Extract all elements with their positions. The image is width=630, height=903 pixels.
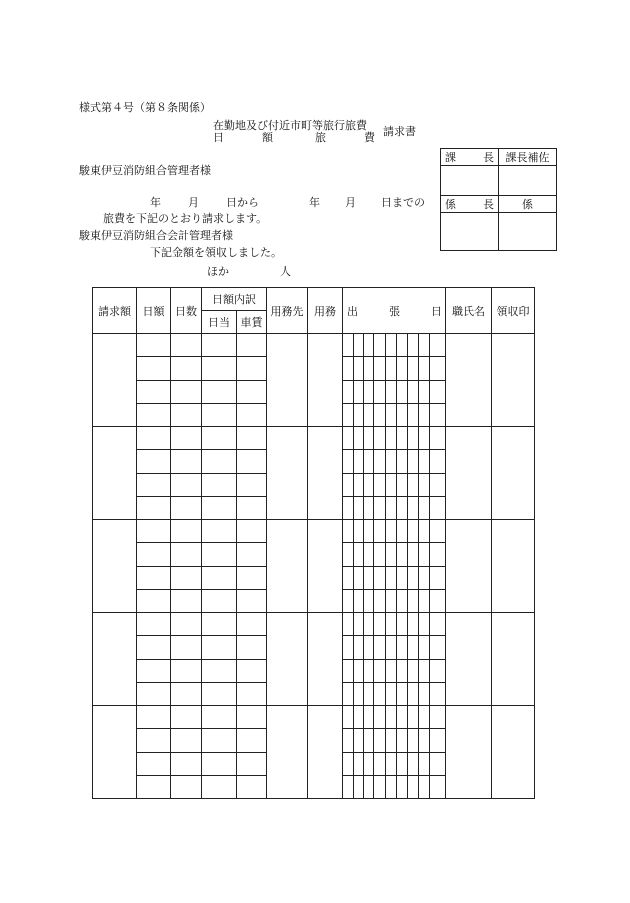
trip-dates-cell[interactable] bbox=[343, 589, 446, 612]
daily-amount-cell[interactable] bbox=[137, 380, 171, 403]
allowance-cell[interactable] bbox=[202, 427, 237, 450]
days-cell[interactable] bbox=[171, 473, 202, 496]
destination-cell[interactable] bbox=[267, 334, 308, 427]
allowance-cell[interactable] bbox=[202, 520, 237, 543]
approval-chief-stamp[interactable] bbox=[441, 213, 499, 251]
daily-amount-cell[interactable] bbox=[137, 752, 171, 775]
name-cell[interactable] bbox=[446, 334, 492, 427]
claim-amount-cell[interactable] bbox=[93, 427, 137, 520]
days-cell[interactable] bbox=[171, 682, 202, 705]
days-cell[interactable] bbox=[171, 729, 202, 752]
daily-amount-cell[interactable] bbox=[137, 589, 171, 612]
header-destination: 用務先 bbox=[267, 288, 308, 334]
trip-dates-cell[interactable] bbox=[343, 427, 446, 450]
receipt-sentence: 下記金額を領収しました。 bbox=[150, 246, 282, 259]
fare-cell[interactable] bbox=[237, 380, 267, 403]
addressee-manager: 駿東伊豆消防組合管理者様 bbox=[79, 164, 211, 177]
trip-dates-cell[interactable] bbox=[343, 520, 446, 543]
fare-cell[interactable] bbox=[237, 403, 267, 426]
days-cell[interactable] bbox=[171, 636, 202, 659]
title-suffix: 請求書 bbox=[383, 125, 416, 138]
allowance-cell[interactable] bbox=[202, 659, 237, 682]
approval-staff-label: 係 bbox=[499, 196, 557, 213]
header-trip-char3: 日 bbox=[431, 304, 442, 318]
trip-dates-cell[interactable] bbox=[343, 706, 446, 729]
claim-amount-cell[interactable] bbox=[93, 706, 137, 799]
fare-cell[interactable] bbox=[237, 613, 267, 636]
daily-amount-cell[interactable] bbox=[137, 636, 171, 659]
approval-chief-label bbox=[441, 196, 499, 213]
trip-dates-cell[interactable] bbox=[343, 659, 446, 682]
days-cell[interactable] bbox=[171, 775, 202, 798]
destination-cell[interactable] bbox=[267, 520, 308, 613]
approval-deputy-label: 課長補佐 bbox=[499, 149, 557, 166]
daily-amount-cell[interactable] bbox=[137, 403, 171, 426]
days-cell[interactable] bbox=[171, 543, 202, 566]
days-cell[interactable] bbox=[171, 427, 202, 450]
fare-cell[interactable] bbox=[237, 636, 267, 659]
seal-cell[interactable] bbox=[492, 334, 535, 427]
daily-amount-cell[interactable] bbox=[137, 682, 171, 705]
days-cell[interactable] bbox=[171, 403, 202, 426]
allowance-cell[interactable] bbox=[202, 752, 237, 775]
name-cell[interactable] bbox=[446, 520, 492, 613]
entry-row bbox=[93, 706, 535, 729]
header-seal: 領収印 bbox=[492, 288, 535, 334]
allowance-cell[interactable] bbox=[202, 613, 237, 636]
daily-amount-cell[interactable] bbox=[137, 334, 171, 357]
allowance-cell[interactable] bbox=[202, 334, 237, 357]
persons-label: 人 bbox=[280, 265, 291, 278]
trip-dates-cell[interactable] bbox=[343, 380, 446, 403]
title-bottom-1: 日 bbox=[213, 131, 224, 144]
approval-section-chief-label bbox=[441, 149, 499, 166]
fare-cell[interactable] bbox=[237, 682, 267, 705]
trip-dates-cell[interactable] bbox=[343, 334, 446, 357]
period-month-from: 月 bbox=[188, 196, 199, 209]
trip-dates-cell[interactable] bbox=[343, 682, 446, 705]
approval-deputy-stamp[interactable] bbox=[499, 166, 557, 196]
fare-cell[interactable] bbox=[237, 427, 267, 450]
allowance-cell[interactable] bbox=[202, 775, 237, 798]
header-fare: 車賃 bbox=[237, 311, 267, 334]
destination-cell[interactable] bbox=[267, 706, 308, 799]
header-trip-char2: 張 bbox=[389, 304, 400, 318]
allowance-cell[interactable] bbox=[202, 496, 237, 519]
purpose-cell[interactable] bbox=[308, 427, 343, 520]
days-cell[interactable] bbox=[171, 380, 202, 403]
allowance-cell[interactable] bbox=[202, 380, 237, 403]
period-year-from: 年 bbox=[150, 196, 161, 209]
daily-amount-cell[interactable] bbox=[137, 566, 171, 589]
daily-amount-cell[interactable] bbox=[137, 775, 171, 798]
allowance-cell[interactable] bbox=[202, 589, 237, 612]
header-purpose: 用務 bbox=[308, 288, 343, 334]
header-days: 日数 bbox=[171, 288, 202, 334]
header-breakdown: 日額内訳 bbox=[202, 288, 267, 311]
header-allowance: 日当 bbox=[202, 311, 237, 334]
trip-dates-cell[interactable] bbox=[343, 496, 446, 519]
days-cell[interactable] bbox=[171, 520, 202, 543]
claim-amount-cell[interactable] bbox=[93, 334, 137, 427]
allowance-cell[interactable] bbox=[202, 543, 237, 566]
fare-cell[interactable] bbox=[237, 729, 267, 752]
claim-table bbox=[92, 287, 535, 799]
destination-cell[interactable] bbox=[267, 613, 308, 706]
trip-dates-cell[interactable] bbox=[343, 775, 446, 798]
title-bottom-2: 額 bbox=[262, 131, 273, 144]
fare-cell[interactable] bbox=[237, 566, 267, 589]
daily-amount-cell[interactable] bbox=[137, 729, 171, 752]
allowance-cell[interactable] bbox=[202, 636, 237, 659]
period-day-to: 日までの bbox=[381, 196, 425, 209]
name-cell[interactable] bbox=[446, 706, 492, 799]
allowance-cell[interactable] bbox=[202, 566, 237, 589]
approval-chief-char1: 係 bbox=[445, 198, 456, 211]
period-day-from: 日から bbox=[226, 196, 259, 209]
title-top: 在勤地及び付近市町等旅行旅費 bbox=[213, 119, 367, 132]
fare-cell[interactable] bbox=[237, 543, 267, 566]
header-claim-amount: 請求額 bbox=[93, 288, 137, 334]
trip-dates-cell[interactable] bbox=[343, 566, 446, 589]
form-number: 様式第４号（第８条関係） bbox=[79, 101, 211, 114]
fare-cell[interactable] bbox=[237, 473, 267, 496]
addressee-accountant: 駿東伊豆消防組合会計管理者様 bbox=[79, 229, 233, 242]
trip-dates-cell[interactable] bbox=[343, 403, 446, 426]
seal-cell[interactable] bbox=[492, 613, 535, 706]
destination-cell[interactable] bbox=[267, 427, 308, 520]
name-cell[interactable] bbox=[446, 427, 492, 520]
claim-amount-cell[interactable] bbox=[93, 520, 137, 613]
fare-cell[interactable] bbox=[237, 775, 267, 798]
header-trip-dates bbox=[343, 288, 446, 334]
days-cell[interactable] bbox=[171, 706, 202, 729]
seal-cell[interactable] bbox=[492, 520, 535, 613]
daily-amount-cell[interactable] bbox=[137, 613, 171, 636]
approval-box bbox=[440, 148, 557, 251]
allowance-cell[interactable] bbox=[202, 682, 237, 705]
allowance-cell[interactable] bbox=[202, 450, 237, 473]
daily-amount-cell[interactable] bbox=[137, 427, 171, 450]
daily-amount-cell[interactable] bbox=[137, 543, 171, 566]
header-daily-amount: 日額 bbox=[137, 288, 171, 334]
trip-dates-cell[interactable] bbox=[343, 450, 446, 473]
title-bottom-3: 旅 bbox=[315, 131, 326, 144]
approval-chief-char2: 長 bbox=[483, 198, 494, 211]
fare-cell[interactable] bbox=[237, 520, 267, 543]
days-cell[interactable] bbox=[171, 589, 202, 612]
daily-amount-cell[interactable] bbox=[137, 357, 171, 380]
entry-row bbox=[93, 334, 535, 357]
trip-dates-cell[interactable] bbox=[343, 357, 446, 380]
entry-row bbox=[93, 520, 535, 543]
trip-dates-cell[interactable] bbox=[343, 473, 446, 496]
daily-amount-cell[interactable] bbox=[137, 520, 171, 543]
entry-row bbox=[93, 613, 535, 636]
approval-section-chief-char2: 長 bbox=[483, 151, 494, 164]
period-month-to: 月 bbox=[345, 196, 356, 209]
seal-cell[interactable] bbox=[492, 427, 535, 520]
trip-dates-cell[interactable] bbox=[343, 613, 446, 636]
purpose-cell[interactable] bbox=[308, 706, 343, 799]
days-cell[interactable] bbox=[171, 613, 202, 636]
others-label: ほか bbox=[207, 265, 229, 278]
request-sentence: 旅費を下記のとおり請求します。 bbox=[103, 212, 268, 225]
approval-staff-stamp[interactable] bbox=[499, 213, 557, 251]
trip-dates-cell[interactable] bbox=[343, 752, 446, 775]
allowance-cell[interactable] bbox=[202, 729, 237, 752]
allowance-cell[interactable] bbox=[202, 473, 237, 496]
fare-cell[interactable] bbox=[237, 450, 267, 473]
fare-cell[interactable] bbox=[237, 589, 267, 612]
purpose-cell[interactable] bbox=[308, 520, 343, 613]
daily-amount-cell[interactable] bbox=[137, 496, 171, 519]
name-cell[interactable] bbox=[446, 613, 492, 706]
days-cell[interactable] bbox=[171, 752, 202, 775]
allowance-cell[interactable] bbox=[202, 403, 237, 426]
period-year-to: 年 bbox=[309, 196, 320, 209]
fare-cell[interactable] bbox=[237, 496, 267, 519]
days-cell[interactable] bbox=[171, 496, 202, 519]
approval-section-chief-char1: 課 bbox=[445, 151, 456, 164]
trip-dates-cell[interactable] bbox=[343, 729, 446, 752]
fare-cell[interactable] bbox=[237, 706, 267, 729]
daily-amount-cell[interactable] bbox=[137, 706, 171, 729]
trip-dates-cell[interactable] bbox=[343, 543, 446, 566]
days-cell[interactable] bbox=[171, 334, 202, 357]
days-cell[interactable] bbox=[171, 566, 202, 589]
daily-amount-cell[interactable] bbox=[137, 450, 171, 473]
days-cell[interactable] bbox=[171, 450, 202, 473]
days-cell[interactable] bbox=[171, 357, 202, 380]
trip-dates-cell[interactable] bbox=[343, 636, 446, 659]
fare-cell[interactable] bbox=[237, 752, 267, 775]
fare-cell[interactable] bbox=[237, 334, 267, 357]
daily-amount-cell[interactable] bbox=[137, 473, 171, 496]
allowance-cell[interactable] bbox=[202, 357, 237, 380]
daily-amount-cell[interactable] bbox=[137, 659, 171, 682]
days-cell[interactable] bbox=[171, 659, 202, 682]
header-name: 職氏名 bbox=[446, 288, 492, 334]
header-trip-char1: 出 bbox=[347, 304, 358, 318]
approval-section-chief-stamp[interactable] bbox=[441, 166, 499, 196]
allowance-cell[interactable] bbox=[202, 706, 237, 729]
fare-cell[interactable] bbox=[237, 659, 267, 682]
purpose-cell[interactable] bbox=[308, 334, 343, 427]
title-bottom-4: 費 bbox=[364, 131, 375, 144]
claim-table-body bbox=[93, 288, 535, 799]
fare-cell[interactable] bbox=[237, 357, 267, 380]
entry-row bbox=[93, 427, 535, 450]
seal-cell[interactable] bbox=[492, 706, 535, 799]
claim-amount-cell[interactable] bbox=[93, 613, 137, 706]
purpose-cell[interactable] bbox=[308, 613, 343, 706]
